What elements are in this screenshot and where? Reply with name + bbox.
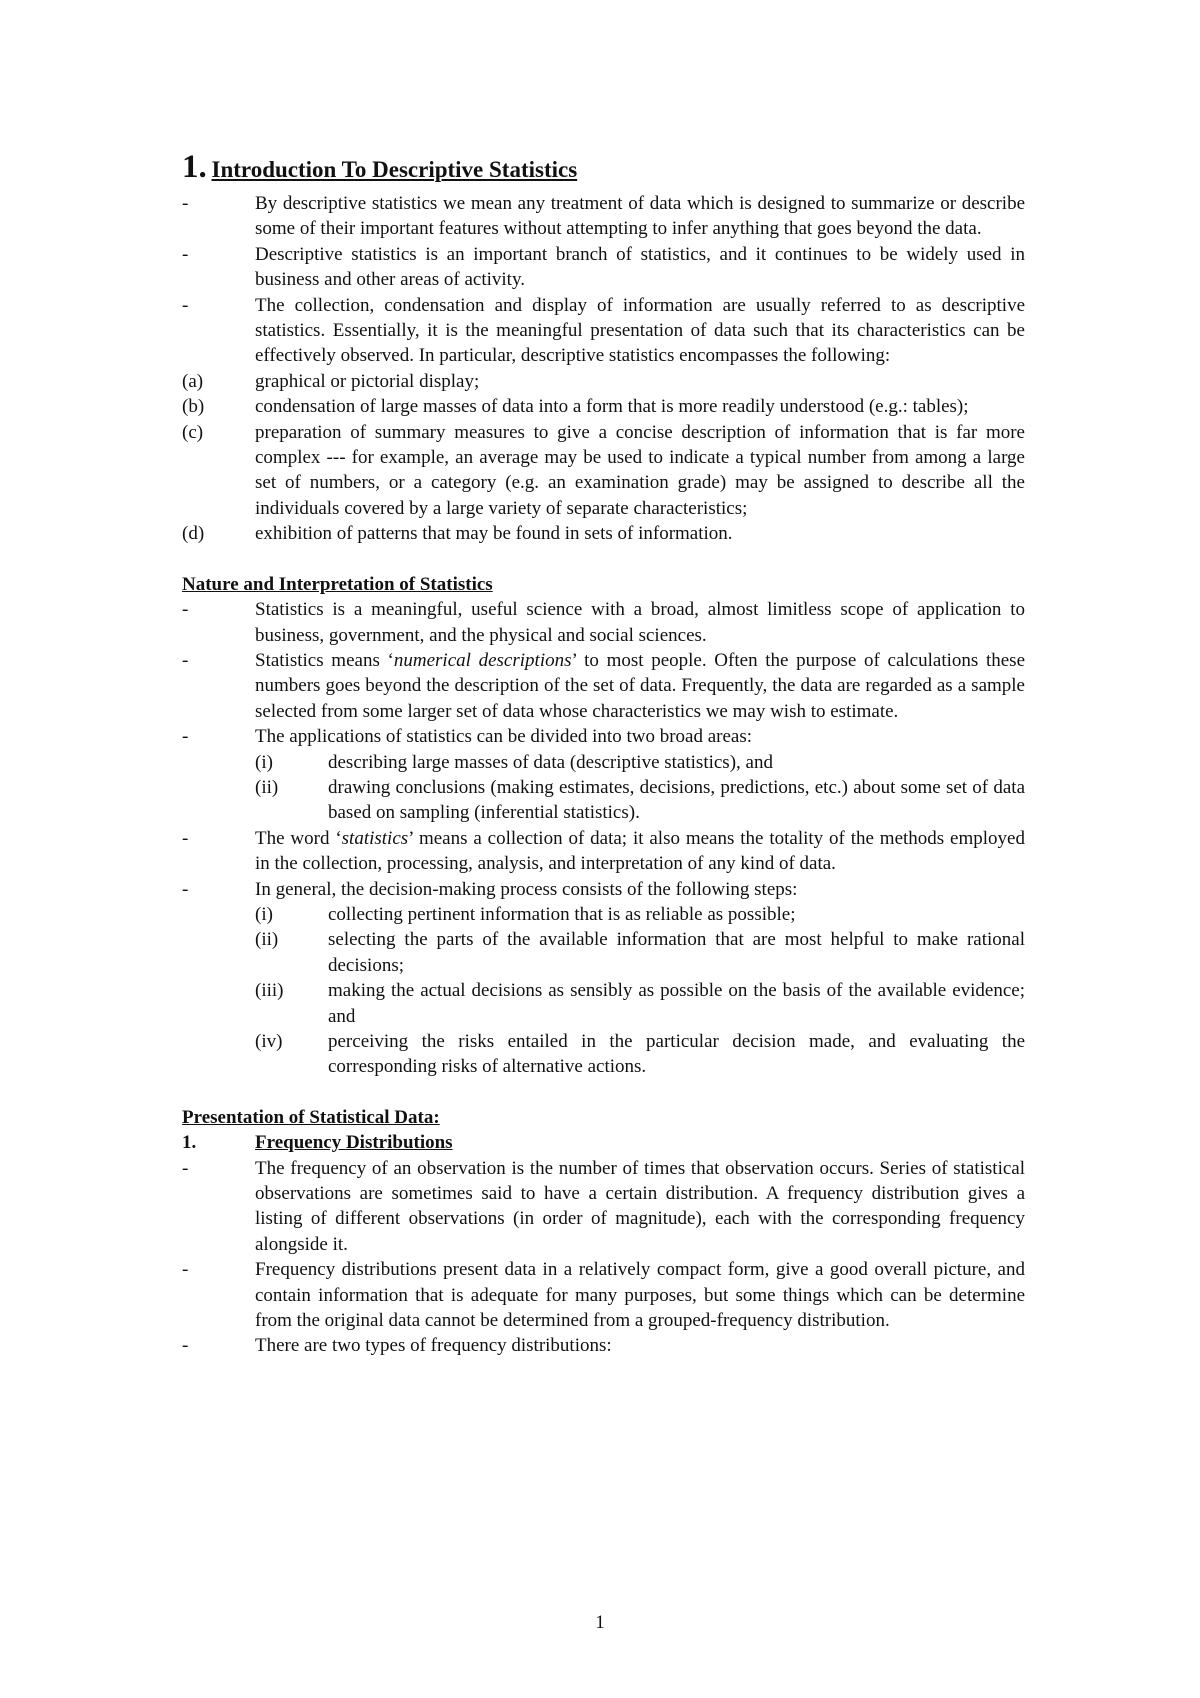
bullet-text: By descriptive statistics we mean any treatment of data which is designed to summarize or describe some of their important features without attempting to infer anything that goes beyond the data.	[255, 193, 1025, 240]
bullet-item	[182, 242, 1025, 293]
bullet-text: The collection, condensation and display of information are usually referred to as descriptive statistics. Essentially, it is the meaningful presentation of data such that its characteristics can be effectively observed. In particular, descriptive statistics encompasses the following:	[255, 294, 1025, 367]
section-title-text: Introduction To Descriptive Statistics	[211, 157, 578, 182]
bullet-text	[255, 826, 1025, 877]
lettered-item	[182, 521, 1025, 546]
page-number: 1	[595, 1612, 605, 1633]
item-text: selecting the parts of the available information that are most helpful to make rational decisions;	[328, 929, 1025, 976]
item-text: making the actual decisions as sensibly as possible on the basis of the available evidence; and	[328, 980, 1025, 1027]
bullet-dash: -	[182, 193, 189, 214]
item-text: graphical or pictorial display;	[255, 370, 480, 392]
bullet-text: In general, the decision-making process consists of the following steps:	[255, 878, 798, 900]
item-text: collecting pertinent information that is as reliable as possible;	[328, 903, 796, 925]
bullet-item	[182, 1257, 1025, 1333]
bullet-item	[182, 724, 1025, 749]
roman-item	[255, 902, 1025, 927]
emphasis-text: statistics	[341, 827, 409, 849]
item-text: drawing conclusions (making estimates, decisions, predictions, etc.) about some set of data based on sampling (inferential statistics).	[328, 776, 1025, 824]
page-content	[182, 150, 1025, 1359]
item-text: condensation of large masses of data into a form that is more readily understood (e.g.: tables);	[255, 396, 969, 418]
emphasis-text: numerical descriptions	[393, 649, 572, 671]
section-number: 1.	[182, 149, 207, 185]
item-marker: (iv)	[255, 1031, 283, 1052]
lettered-item	[182, 369, 1025, 394]
bullet-text	[255, 648, 1025, 724]
bullet-text: Statistics is a meaningful, useful science with a broad, almost limitless scope of application to business, government, and the physical and social sciences.	[255, 599, 1025, 646]
presentation-heading: Presentation of Statistical Data:	[182, 1106, 440, 1128]
bullet-dash: -	[182, 649, 189, 671]
bullet-dash: -	[182, 1157, 189, 1179]
bullet-item	[182, 877, 1025, 902]
text-run: ’ to most people. Often the purpose of calculations these numbers goes beyond the description of the set of data. Frequently, the data are regarded as a sample selected from some larger set of data whose characteristics we may wish to estimate.	[255, 649, 1025, 722]
item-text: perceiving the risks entailed in the particular decision made, and evaluating the corresponding risks of alternative actions.	[328, 1031, 1025, 1078]
bullet-item	[182, 191, 1025, 242]
item-marker: (ii)	[255, 929, 279, 951]
subsection-number: 1.	[182, 1132, 197, 1154]
nature-heading: Nature and Interpretation of Statistics	[182, 573, 493, 595]
item-marker: (ii)	[255, 776, 279, 798]
subsection-heading	[182, 1130, 1025, 1155]
bullet-item	[182, 1156, 1025, 1258]
item-marker: (d)	[182, 523, 205, 545]
text-run: ’ means a collection of data; it also means the totality of the methods employed in the collection, processing, analysis, and interpretation of any kind of data.	[255, 827, 1025, 875]
roman-item	[255, 927, 1025, 978]
bullet-dash: -	[182, 878, 189, 900]
item-marker: (i)	[255, 903, 273, 925]
bullet-dash: -	[182, 243, 189, 265]
item-marker: (c)	[182, 421, 204, 443]
text-run: Statistics means ‘	[255, 649, 394, 671]
roman-item	[255, 978, 1025, 1029]
bullet-dash: -	[182, 599, 189, 621]
item-text: preparation of summary measures to give a concise description of information that is far more complex --- for example, an average may be used to indicate a typical number from among a large set of numbers, or a category (e.g. an examination grade) may be assigned to describe all the individuals covered by a large variety of separate characteristics;	[255, 421, 1025, 519]
bullet-dash: -	[182, 1335, 189, 1357]
bullet-dash: -	[182, 294, 189, 316]
bullet-text: The applications of statistics can be divided into two broad areas:	[255, 726, 753, 748]
item-text: describing large masses of data (descriptive statistics), and	[328, 751, 773, 773]
item-text: exhibition of patterns that may be found in sets of information.	[255, 523, 733, 545]
bullet-item	[182, 597, 1025, 648]
item-marker: (iii)	[255, 980, 284, 1002]
blank-line	[182, 547, 1025, 572]
subsection-title: Frequency Distributions	[255, 1132, 453, 1154]
bullet-text: There are two types of frequency distributions:	[255, 1335, 612, 1357]
item-marker: (i)	[255, 751, 273, 773]
lettered-item	[182, 394, 1025, 419]
roman-item	[255, 775, 1025, 826]
roman-item	[255, 1029, 1025, 1080]
bullet-text: Descriptive statistics is an important branch of statistics, and it continues to be widely used in business and other areas of activity.	[255, 243, 1025, 291]
bullet-item	[182, 648, 1025, 724]
section-title	[182, 150, 1025, 189]
text-run: The word ‘	[255, 827, 342, 849]
bullet-dash: -	[182, 726, 189, 748]
bullet-item	[182, 826, 1025, 877]
roman-item	[255, 750, 1025, 775]
bullet-text: The frequency of an observation is the number of times that observation occurs. Series of statistical observations are sometimes said to have a certain distribution. A frequency distribution gives a listing of different observations (in order of magnitude), each with the corresponding frequency alongside it.	[255, 1157, 1025, 1255]
item-marker: (a)	[182, 370, 204, 392]
bullet-text: Frequency distributions present data in a relatively compact form, give a good overall picture, and contain information that is adequate for many purposes, but some things which can be determine from the original data cannot be determined from a grouped-frequency distribution.	[255, 1259, 1025, 1332]
bullet-item	[182, 1333, 1025, 1358]
item-marker: (b)	[182, 396, 205, 418]
bullet-dash: -	[182, 827, 189, 849]
blank-line	[182, 1080, 1025, 1105]
bullet-dash: -	[182, 1259, 189, 1281]
lettered-item	[182, 420, 1025, 522]
bullet-item	[182, 293, 1025, 369]
